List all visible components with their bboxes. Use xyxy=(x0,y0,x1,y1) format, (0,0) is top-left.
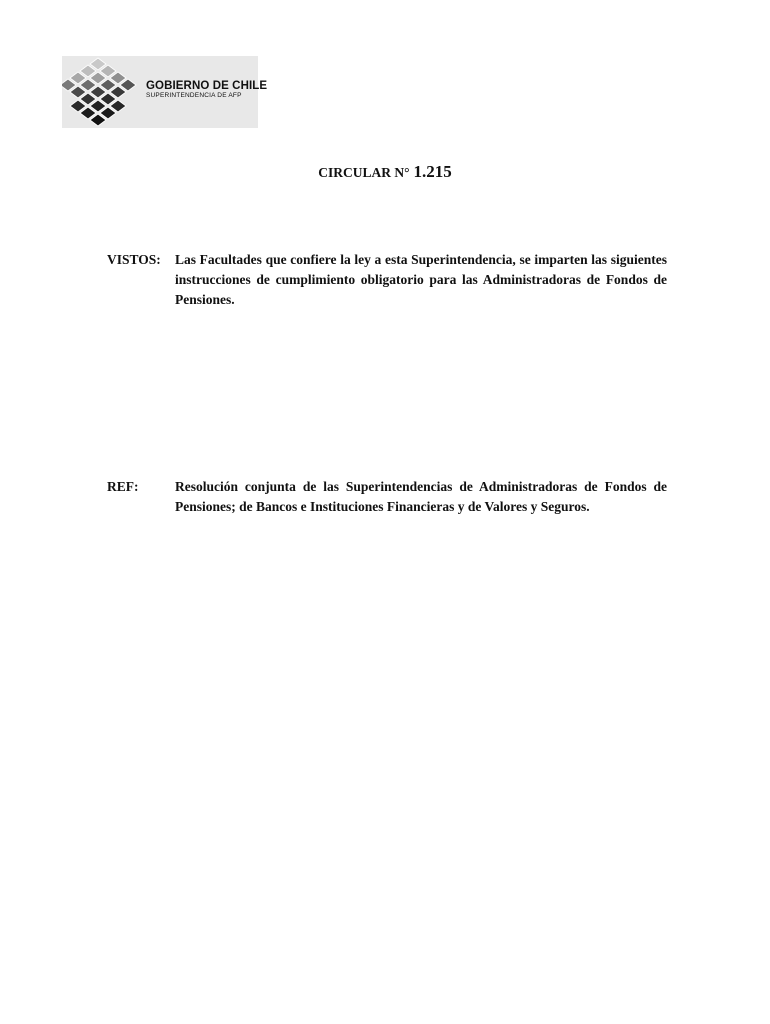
vistos-text: Las Facultades que confiere la ley a esta Superintendencia, se imparten las siguientes instrucciones de cumplimiento obligatorio para las Administradoras de Fondos de Pensiones. xyxy=(175,252,667,307)
circular-label: CIRCULAR N° xyxy=(318,165,410,180)
circular-number: 1.215 xyxy=(413,162,452,181)
ref-text: Resolución conjunta de las Superintendencias de Administradoras de Fondos de Pensiones; de Bancos e Instituciones Financieras y de Valores y Seguros. xyxy=(175,479,667,514)
government-logo xyxy=(62,56,268,128)
diamond-emblem-icon xyxy=(62,56,146,128)
ref-term: REF: xyxy=(107,479,139,494)
ref-section xyxy=(107,477,667,517)
vistos-term: VISTOS: xyxy=(107,252,161,267)
logo-subtitle: SUPERINTENDENCIA DE AFP xyxy=(146,92,242,99)
circular-heading xyxy=(0,162,770,182)
vistos-section xyxy=(107,250,667,310)
logo-title: GOBIERNO DE CHILE xyxy=(146,80,268,92)
